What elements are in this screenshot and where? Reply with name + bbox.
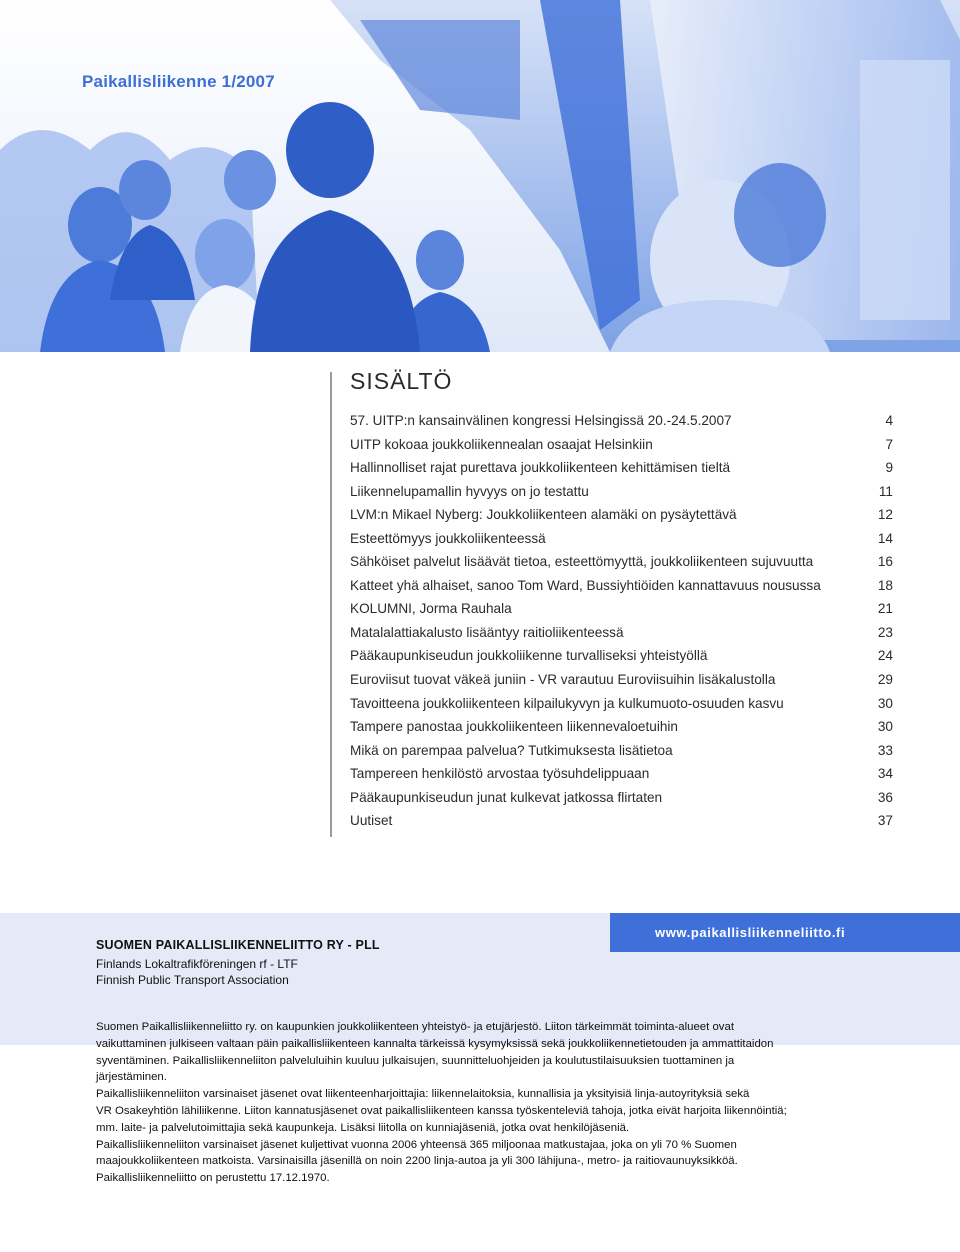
toc-item-page: 30 — [877, 695, 893, 711]
toc-item[interactable] — [350, 625, 893, 649]
description-line: VR Osakeyhtiön lähiliikenne. Liiton kannatusjäsenet ovat paikallisliikenteen kanssa työskenteleviä tahoja, jotka eivät harjoita liikennöintiä; — [96, 1104, 787, 1117]
description-line: Paikallisliikenneliiton varsinaiset jäsenet ovat liikenteenharjoittajia: liikennelaitoksia, kunnallisia ja yksityisiä linja-autoyrityksiä sekä — [96, 1088, 750, 1101]
toc-item[interactable] — [350, 578, 893, 602]
toc-item[interactable] — [350, 648, 893, 672]
toc-item-page: 33 — [877, 742, 893, 758]
toc-item-page: 9 — [885, 460, 893, 476]
toc-item-title: LVM:n Mikael Nyberg: Joukkoliikenteen alamäki on pysäytettävä — [350, 507, 737, 523]
toc-item-page: 14 — [877, 530, 893, 546]
toc-item[interactable] — [350, 719, 893, 743]
toc-item[interactable] — [350, 484, 893, 508]
toc-item-title: 57. UITP:n kansainvälinen kongressi Helsingissä 20.-24.5.2007 — [350, 413, 732, 428]
toc-item-page: 12 — [877, 507, 893, 523]
toc-item-page: 34 — [877, 766, 893, 782]
toc-item-page: 24 — [877, 648, 893, 664]
toc-item-title: Matalalattiakalusto lisääntyy raitioliikenteessä — [350, 624, 624, 640]
toc-item-title: UITP kokoaa joukkoliikennealan osaajat Helsinkiin — [350, 436, 653, 452]
toc-item-page: 36 — [877, 789, 893, 805]
description-line: syventäminen. Paikallisliikenneliiton palveluluihin kuuluu julkaisujen, suunnitteluohjeiden ja koulutustilaisuuksien tuottaminen ja — [96, 1054, 735, 1067]
toc-item-page: 11 — [878, 483, 893, 499]
toc-item[interactable] — [350, 413, 893, 437]
toc-item[interactable] — [350, 554, 893, 578]
toc-list — [350, 413, 893, 837]
description-line: Paikallisliikenneliiton varsinaiset jäsenet kuljettivat vuonna 2006 yhteensä 365 miljoonaa matkustajaa, joka on yli 70 % Suomen — [96, 1138, 737, 1151]
description-line: vaikuttaminen julkiseen valtaan päin paikallisliikenteen kannalta tärkeissä kysymyksissä sekä joukkoliikennetietouden ja ammattitaidon — [96, 1037, 774, 1050]
toc-item[interactable] — [350, 531, 893, 555]
toc-item-title: Liikennelupamallin hyvyys on jo testattu — [350, 483, 589, 499]
toc-item[interactable] — [350, 601, 893, 625]
description-line: maajoukkoliikenteen matkoista. Varsinaisilla jäsenillä on noin 2200 linja-autoa ja yli 300 lähijuna-, metro- ja raitiovaunuyksikköä. — [96, 1155, 738, 1168]
toc-item[interactable] — [350, 460, 893, 484]
toc-item-title: Esteettömyys joukkoliikenteessä — [350, 530, 546, 546]
toc-item-page: 18 — [877, 577, 893, 593]
toc-item-title: Sähköiset palvelut lisäävät tietoa, esteettömyyttä, joukkoliikenteen sujuvuutta — [350, 554, 814, 570]
toc-item-page: 4 — [885, 413, 893, 428]
org-name-english: Finnish Public Transport Association — [96, 973, 289, 987]
issue-title: Paikallisliikenne 1/2007 — [82, 72, 275, 91]
toc-item-title: Mikä on parempaa palvelua? Tutkimuksesta lisätietoa — [350, 742, 673, 758]
toc-item-page: 37 — [877, 813, 893, 829]
org-name: SUOMEN PAIKALLISLIIKENNELIITTO RY - PLL — [96, 938, 380, 952]
toc-item-page: 21 — [877, 601, 893, 617]
toc-item-page: 23 — [877, 624, 893, 640]
cover-photo — [0, 0, 960, 352]
toc-item[interactable] — [350, 696, 893, 720]
toc-item[interactable] — [350, 813, 893, 837]
org-name-swedish: Finlands Lokaltrafikföreningen rf - LTF — [96, 957, 298, 971]
toc-item[interactable] — [350, 437, 893, 461]
toc-item-title: Euroviisut tuovat väkeä juniin - VR varautuu Euroviisuihin lisäkalustolla — [350, 672, 776, 688]
toc-item-title: Tampere panostaa joukkoliikenteen liikennevaloetuihin — [350, 719, 678, 735]
toc-item-title: Tampereen henkilöstö arvostaa työsuhdelippuaan — [350, 766, 650, 782]
toc-title: SISÄLTÖ — [350, 368, 453, 394]
description-line: Suomen Paikallisliikenneliitto ry. on kaupunkien joukkoliikenteen yhteistyö- ja etujärjestö. Liiton tärkeimmät toiminta-alueet ovat — [96, 1021, 734, 1033]
toc-divider — [330, 372, 332, 837]
toc-item-title: Tavoitteena joukkoliikenteen kilpailukyvyn ja kulkumuoto-osuuden kasvu — [350, 695, 784, 711]
toc-item-page: 29 — [877, 672, 893, 688]
toc-item-title: Pääkaupunkiseudun joukkoliikenne turvalliseksi yhteistyöllä — [350, 648, 708, 664]
toc-item-title: Pääkaupunkiseudun junat kulkevat jatkossa flirtaten — [350, 789, 663, 805]
toc-item[interactable] — [350, 743, 893, 767]
description-line: mm. laite- ja palvelutoimittajia sekä kaupunkeja. Lisäksi liitolla on kunniajäseniä, jotka ovat henkilöjäseniä. — [96, 1121, 630, 1134]
toc-item-page: 30 — [877, 719, 893, 735]
toc-item[interactable] — [350, 507, 893, 531]
bus-stop-photo-icon — [0, 0, 960, 352]
toc-item-title: Katteet yhä alhaiset, sanoo Tom Ward, Bussiyhtiöiden kannattavuus nousussa — [350, 577, 821, 593]
toc-item-page: 7 — [885, 436, 893, 452]
toc-item[interactable] — [350, 766, 893, 790]
toc-item[interactable] — [350, 790, 893, 814]
toc-item-title: Hallinnolliset rajat purettava joukkoliikenteen kehittämisen tieltä — [350, 460, 731, 476]
toc-item-page: 16 — [877, 554, 893, 570]
description-line: Paikallisliikenneliitto on perustettu 17.12.1970. — [96, 1172, 330, 1185]
description-line: järjestäminen. — [96, 1071, 167, 1084]
association-description — [96, 1019, 856, 1187]
toc-item[interactable] — [350, 672, 893, 696]
toc-item-title: Uutiset — [350, 813, 393, 829]
website-link[interactable]: www.paikallisliikenneliitto.fi — [655, 925, 846, 940]
toc-item-title: KOLUMNI, Jorma Rauhala — [350, 601, 512, 617]
